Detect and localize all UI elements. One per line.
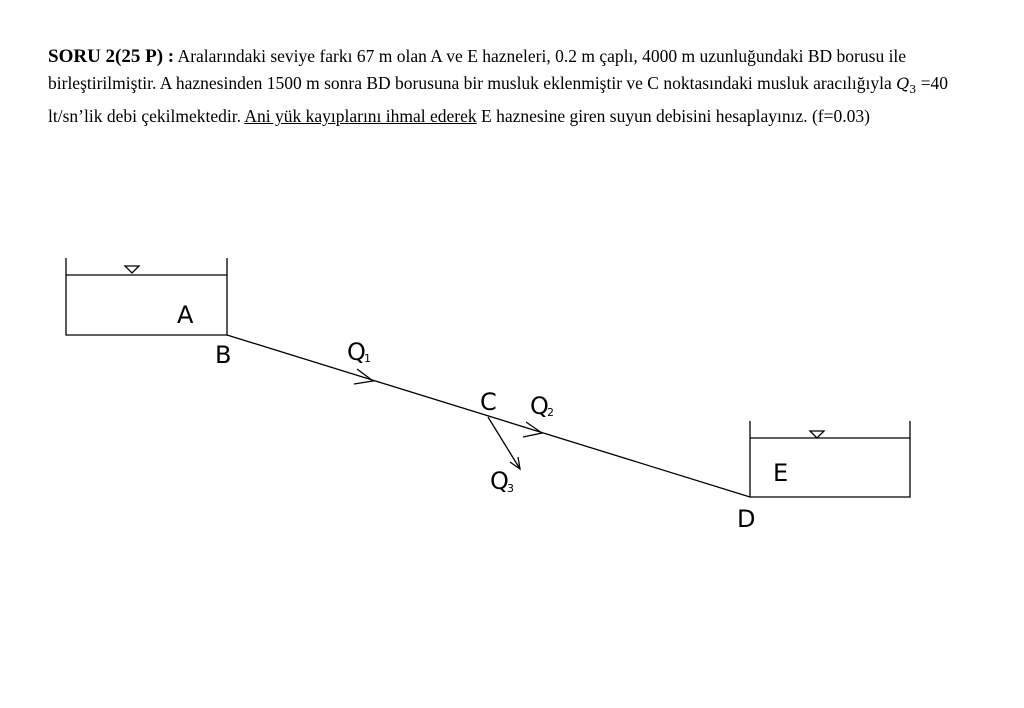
point-d-label: D bbox=[737, 505, 756, 533]
flow-variable-subscript: 3 bbox=[909, 83, 917, 97]
water-level-icon-e bbox=[810, 431, 824, 438]
reservoir-a bbox=[66, 258, 227, 335]
flow-variable-symbol: Q bbox=[896, 74, 910, 93]
q2-label: Q bbox=[530, 392, 549, 420]
pipe-bd bbox=[227, 335, 750, 497]
problem-text-1: Aralarındaki seviye farkı 67 m olan A ve E hazneleri, 0.2 m çaplı, 4000 m uzunluğundaki BD borusu ile birleştirilmiştir. A haznesinden 1500 m sonra BD borusuna bir musluk eklenmiştir ve C noktasındaki musluk aracılığıyla bbox=[48, 46, 907, 93]
q1-label: Q bbox=[347, 338, 366, 366]
problem-text-3: E haznesine giren suyun debisini hesaplayınız. (f=0.03) bbox=[476, 106, 870, 127]
reservoir-e-label: E bbox=[773, 459, 789, 487]
flow-arrow-q1 bbox=[354, 369, 373, 384]
q3-label: Q bbox=[490, 467, 509, 495]
water-level-icon-a bbox=[125, 266, 139, 273]
point-c-label: C bbox=[480, 388, 497, 416]
flow-arrow-q3 bbox=[510, 457, 520, 469]
q2-subscript: 2 bbox=[547, 406, 554, 419]
problem-heading: SORU 2(25 P) : bbox=[48, 46, 175, 67]
q3-subscript: 3 bbox=[507, 482, 514, 495]
q1-subscript: 1 bbox=[364, 352, 371, 365]
reservoir-a-label: A bbox=[177, 301, 194, 329]
point-b-label: B bbox=[215, 341, 232, 369]
problem-underlined-text: Ani yük kayıplarını ihmal ederek bbox=[244, 106, 477, 127]
problem-text-2: =40 lt/sn’lik debi çekilmektedir. bbox=[48, 73, 949, 127]
